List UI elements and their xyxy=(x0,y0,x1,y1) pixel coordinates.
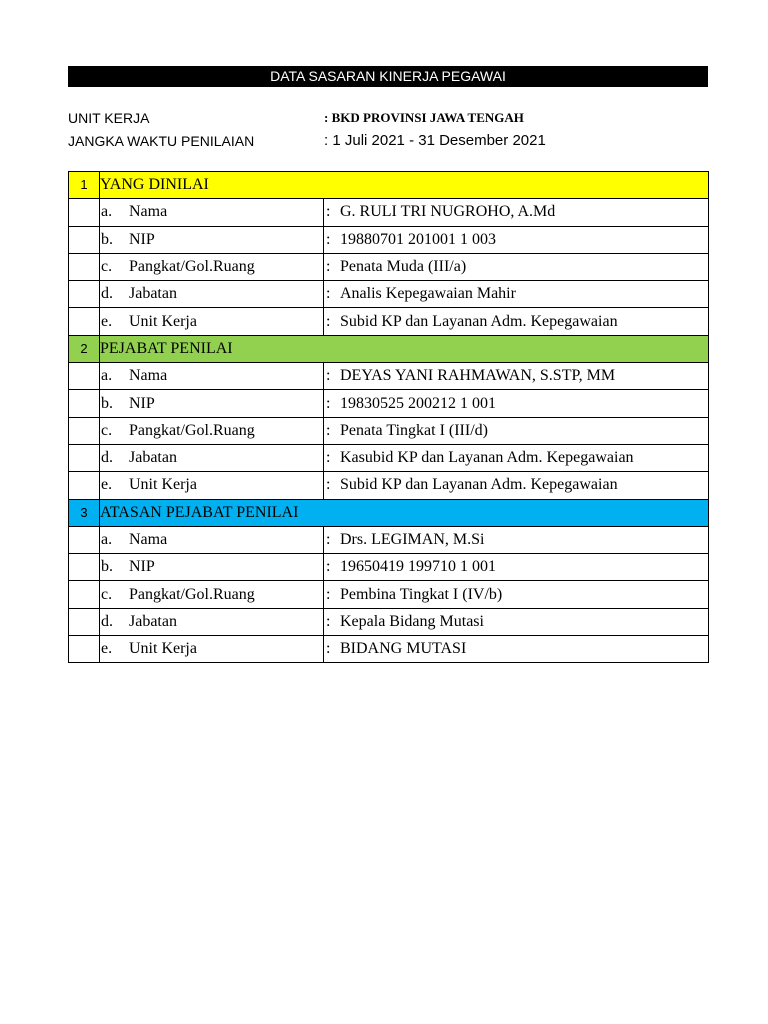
meta-unit-text: BKD PROVINSI JAWA TENGAH xyxy=(331,110,524,125)
section-header-row xyxy=(69,335,709,362)
row-letter: b. xyxy=(101,230,113,248)
row-field: Pangkat/Gol.Ruang xyxy=(129,585,255,603)
table-row xyxy=(69,390,709,417)
row-colon: : xyxy=(326,203,331,221)
table-row xyxy=(69,472,709,499)
row-field: Pangkat/Gol.Ruang xyxy=(129,258,255,276)
row-colon: : xyxy=(326,640,331,658)
meta-period-value xyxy=(324,130,546,152)
row-letter: b. xyxy=(101,558,113,576)
row-colon: : xyxy=(326,585,331,603)
row-colon: : xyxy=(326,421,331,439)
meta-period-label: JANGKA WAKTU PENILAIAN xyxy=(68,133,255,149)
table-row xyxy=(69,253,709,280)
table-row xyxy=(69,554,709,581)
row-colon: : xyxy=(326,612,331,630)
row-value: Kepala Bidang Mutasi xyxy=(340,612,484,630)
row-letter: d. xyxy=(101,449,113,467)
row-field: Nama xyxy=(129,531,168,548)
table-row xyxy=(69,636,709,663)
row-field: Unit Kerja xyxy=(129,476,197,494)
row-letter: a. xyxy=(101,367,113,385)
row-value: DEYAS YANI RAHMAWAN, S.STP, MM xyxy=(340,367,616,385)
meta-unit-label: UNIT KERJA xyxy=(68,110,150,126)
row-field: Jabatan xyxy=(129,612,177,630)
section-number: 2 xyxy=(69,335,100,362)
row-letter: c. xyxy=(101,258,113,276)
row-letter: d. xyxy=(101,285,113,303)
row-letter: c. xyxy=(101,421,113,439)
row-field: Nama xyxy=(129,367,168,385)
row-letter: d. xyxy=(101,612,113,630)
row-colon: : xyxy=(326,230,331,248)
section-number: 3 xyxy=(69,499,100,526)
section-heading: ATASAN PEJABAT PENILAI xyxy=(100,499,709,526)
section-header-row xyxy=(69,172,709,199)
meta-unit-value xyxy=(324,107,524,129)
row-letter: a. xyxy=(101,531,113,548)
table-row xyxy=(69,417,709,444)
assessment-table xyxy=(68,171,709,663)
row-colon: : xyxy=(326,531,331,548)
row-colon: : xyxy=(326,367,331,385)
row-letter: c. xyxy=(101,585,113,603)
table-row xyxy=(69,199,709,226)
section-number: 1 xyxy=(69,172,100,199)
meta-colon: : xyxy=(324,132,329,149)
row-field: NIP xyxy=(129,230,155,248)
meta-unit-row xyxy=(68,107,708,129)
meta-period-row xyxy=(68,130,708,152)
row-value: Penata Muda (III/a) xyxy=(340,258,467,276)
section-heading: YANG DINILAI xyxy=(100,172,709,199)
section-header-row xyxy=(69,499,709,526)
row-value: Pembina Tingkat I (IV/b) xyxy=(340,585,503,603)
row-colon: : xyxy=(326,476,331,494)
row-colon: : xyxy=(326,285,331,303)
meta-colon: : xyxy=(324,110,329,125)
row-value: G. RULI TRI NUGROHO, A.Md xyxy=(340,203,556,221)
row-colon: : xyxy=(326,449,331,467)
table-row xyxy=(69,281,709,308)
row-field: Jabatan xyxy=(129,449,177,467)
row-field: NIP xyxy=(129,394,155,412)
row-field: Unit Kerja xyxy=(129,640,197,658)
row-letter: a. xyxy=(101,203,113,221)
row-letter: e. xyxy=(101,476,113,494)
row-letter: e. xyxy=(101,312,113,330)
row-letter: e. xyxy=(101,640,113,658)
table-row xyxy=(69,226,709,253)
row-value: 19650419 199710 1 001 xyxy=(340,558,496,576)
row-colon: : xyxy=(326,258,331,276)
row-field: NIP xyxy=(129,558,155,576)
table-row xyxy=(69,363,709,390)
row-value: Subid KP dan Layanan Adm. Kepegawaian xyxy=(340,312,618,330)
table-row xyxy=(69,608,709,635)
row-letter: b. xyxy=(101,394,113,412)
row-field: Unit Kerja xyxy=(129,312,197,330)
row-colon: : xyxy=(326,394,331,412)
row-value: Analis Kepegawaian Mahir xyxy=(340,285,516,303)
row-field: Pangkat/Gol.Ruang xyxy=(129,421,255,439)
row-colon: : xyxy=(326,558,331,576)
row-value: Subid KP dan Layanan Adm. Kepegawaian xyxy=(340,476,618,494)
row-value: Drs. LEGIMAN, M.Si xyxy=(340,531,485,548)
page-title: DATA SASARAN KINERJA PEGAWAI xyxy=(68,66,708,87)
row-value: Kasubid KP dan Layanan Adm. Kepegawaian xyxy=(340,449,634,467)
row-value: Penata Tingkat I (III/d) xyxy=(340,421,488,439)
section-heading: PEJABAT PENILAI xyxy=(100,335,709,362)
row-value: BIDANG MUTASI xyxy=(340,640,467,658)
table-row xyxy=(69,581,709,608)
table-row xyxy=(69,444,709,471)
meta-period-text: 1 Juli 2021 - 31 Desember 2021 xyxy=(332,132,546,149)
table-row xyxy=(69,526,709,553)
table-row xyxy=(69,308,709,335)
row-value: 19830525 200212 1 001 xyxy=(340,394,496,412)
row-value: 19880701 201001 1 003 xyxy=(340,230,496,248)
row-colon: : xyxy=(326,312,331,330)
row-field: Nama xyxy=(129,203,168,221)
row-field: Jabatan xyxy=(129,285,177,303)
